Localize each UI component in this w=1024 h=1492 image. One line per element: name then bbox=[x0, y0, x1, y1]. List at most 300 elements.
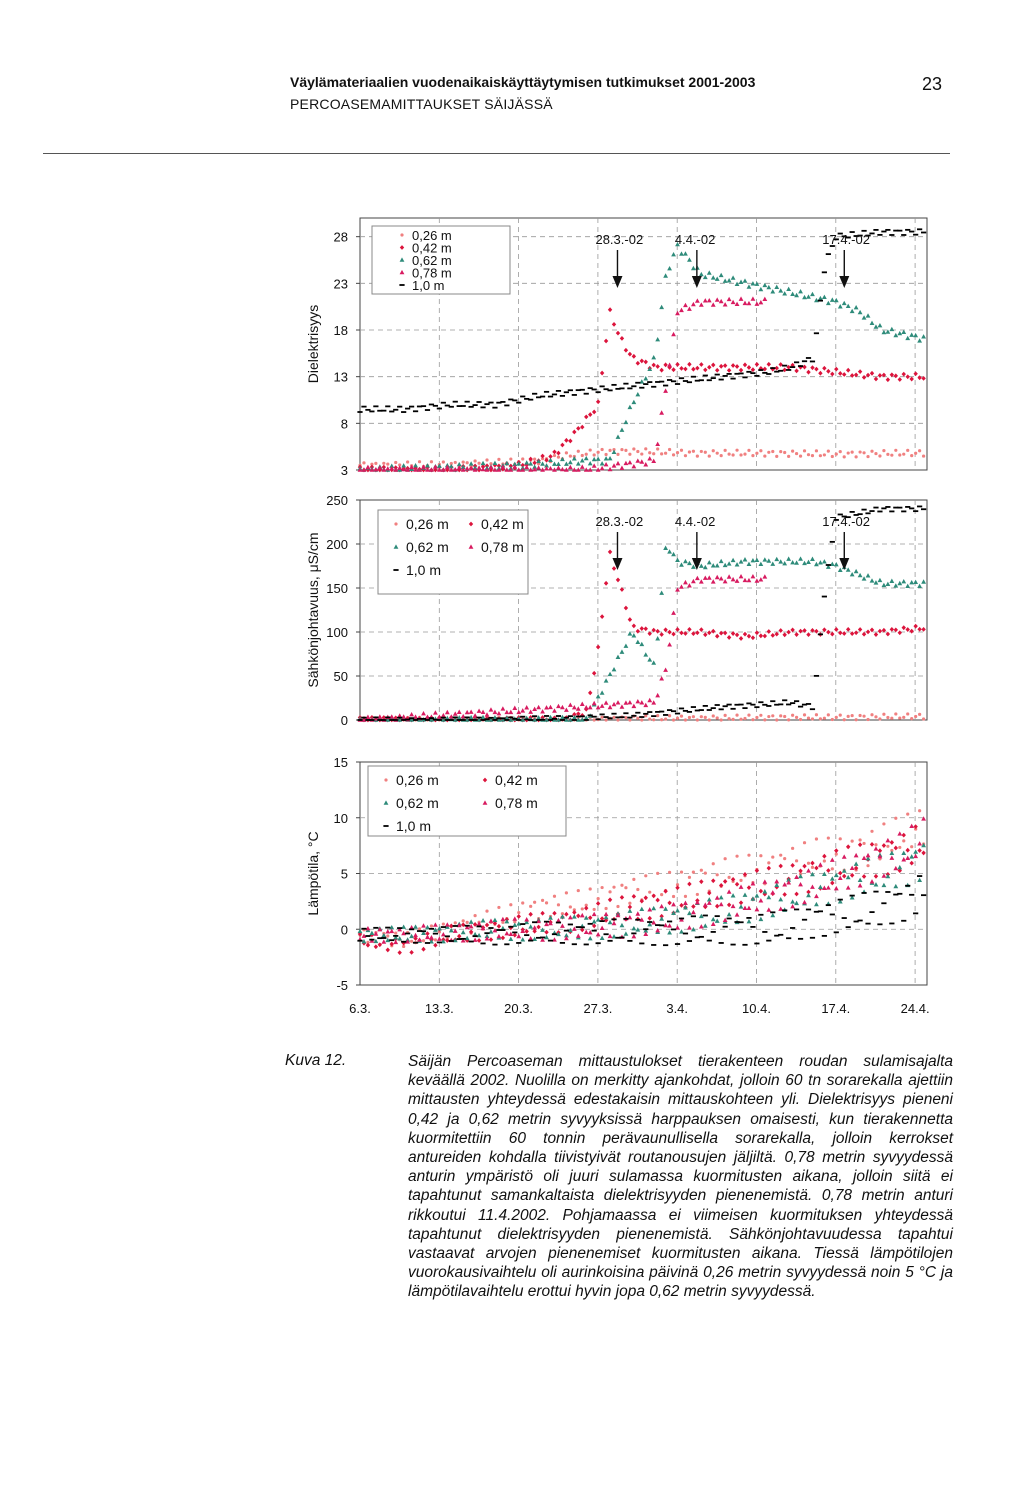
data-point bbox=[600, 371, 604, 376]
data-point bbox=[835, 453, 838, 456]
y-tick-label: 23 bbox=[333, 276, 348, 292]
data-point bbox=[564, 461, 569, 465]
data-point bbox=[798, 706, 803, 708]
data-point bbox=[369, 939, 374, 941]
data-point bbox=[691, 376, 696, 378]
data-point bbox=[667, 642, 672, 646]
data-point bbox=[695, 298, 700, 302]
data-point bbox=[429, 928, 434, 930]
data-point bbox=[894, 817, 897, 820]
data-point bbox=[442, 922, 445, 925]
data-point bbox=[715, 904, 719, 909]
data-point bbox=[858, 838, 861, 841]
data-point bbox=[831, 455, 834, 458]
data-point bbox=[893, 866, 898, 870]
data-point bbox=[770, 561, 775, 565]
data-point bbox=[778, 897, 783, 901]
data-point bbox=[381, 939, 386, 943]
data-point bbox=[485, 936, 490, 940]
data-point bbox=[743, 906, 748, 910]
data-point bbox=[667, 923, 672, 927]
data-point bbox=[588, 923, 593, 925]
data-point bbox=[480, 406, 485, 408]
data-point bbox=[529, 905, 532, 908]
data-point bbox=[644, 447, 647, 450]
data-point bbox=[663, 362, 667, 367]
y-axis-label: Sähkönjohtavuus, μS/cm bbox=[305, 532, 321, 688]
legend-label: 0,62 m bbox=[412, 253, 452, 268]
data-point bbox=[528, 924, 533, 928]
data-point bbox=[758, 300, 763, 304]
data-point bbox=[497, 711, 502, 715]
data-point bbox=[524, 917, 529, 921]
series-062m bbox=[358, 843, 926, 944]
data-point bbox=[528, 710, 533, 714]
data-point bbox=[568, 389, 573, 391]
data-point bbox=[397, 465, 402, 469]
data-point bbox=[906, 848, 910, 853]
data-point bbox=[770, 913, 775, 917]
data-point bbox=[842, 372, 846, 377]
data-point bbox=[779, 864, 783, 869]
data-point bbox=[707, 630, 711, 635]
data-point bbox=[612, 886, 615, 889]
event-annotation: 4.4.-02 bbox=[674, 514, 716, 529]
data-point bbox=[882, 873, 887, 877]
data-point bbox=[874, 715, 877, 718]
data-point bbox=[683, 303, 688, 307]
data-point bbox=[786, 287, 791, 291]
data-point bbox=[830, 857, 835, 861]
data-point bbox=[715, 374, 720, 376]
data-point bbox=[668, 871, 671, 874]
data-point bbox=[830, 881, 834, 886]
data-point bbox=[659, 381, 664, 383]
data-point bbox=[462, 919, 465, 922]
data-point bbox=[823, 717, 826, 720]
data-point bbox=[619, 387, 624, 389]
data-point bbox=[413, 933, 418, 937]
data-point bbox=[663, 944, 668, 946]
data-point bbox=[500, 717, 505, 719]
data-point bbox=[405, 408, 410, 410]
data-point bbox=[750, 926, 755, 928]
data-point bbox=[667, 900, 671, 905]
data-point bbox=[735, 302, 740, 306]
data-point bbox=[902, 453, 905, 456]
data-point bbox=[826, 253, 831, 255]
data-point bbox=[854, 861, 859, 865]
data-point bbox=[370, 931, 375, 935]
data-point bbox=[889, 856, 894, 860]
data-point bbox=[731, 558, 736, 562]
data-point bbox=[520, 396, 525, 398]
data-point bbox=[600, 713, 605, 715]
data-point bbox=[576, 461, 581, 465]
data-point bbox=[675, 713, 680, 715]
y-tick-label: 10 bbox=[333, 810, 348, 826]
data-point bbox=[691, 910, 696, 914]
data-point bbox=[560, 395, 565, 397]
data-point bbox=[556, 462, 561, 466]
data-point bbox=[885, 891, 890, 893]
data-point bbox=[893, 884, 898, 888]
data-point bbox=[918, 449, 921, 452]
data-point bbox=[914, 452, 917, 455]
data-point bbox=[532, 921, 537, 923]
data-point bbox=[889, 851, 894, 855]
data-point bbox=[703, 575, 708, 579]
data-point bbox=[607, 717, 612, 719]
data-point bbox=[696, 893, 699, 896]
data-point bbox=[660, 893, 663, 896]
data-point bbox=[882, 330, 887, 334]
data-point bbox=[560, 467, 565, 471]
data-point bbox=[759, 854, 762, 857]
data-point bbox=[775, 632, 779, 637]
data-point bbox=[898, 846, 901, 849]
data-point bbox=[814, 332, 819, 334]
data-point bbox=[651, 355, 656, 359]
data-point bbox=[754, 375, 759, 377]
data-point bbox=[798, 868, 802, 873]
data-point bbox=[623, 712, 628, 714]
data-point bbox=[616, 434, 621, 438]
data-point bbox=[680, 449, 683, 452]
data-point bbox=[870, 578, 875, 582]
data-point bbox=[500, 706, 505, 710]
data-point bbox=[775, 718, 778, 721]
data-point bbox=[445, 922, 450, 926]
data-point bbox=[580, 389, 585, 391]
data-point bbox=[727, 912, 732, 916]
data-point bbox=[624, 931, 629, 935]
data-point bbox=[901, 511, 906, 513]
data-point bbox=[675, 383, 680, 385]
data-point bbox=[386, 463, 389, 466]
data-point bbox=[889, 923, 894, 925]
data-point bbox=[846, 304, 851, 308]
data-point bbox=[790, 927, 795, 929]
y-tick-label: 18 bbox=[333, 323, 348, 338]
data-point bbox=[385, 927, 390, 929]
data-point bbox=[692, 450, 695, 453]
data-point bbox=[477, 708, 482, 712]
data-point bbox=[668, 448, 671, 451]
data-point bbox=[449, 928, 454, 932]
data-point bbox=[577, 889, 580, 892]
data-point bbox=[901, 857, 906, 861]
data-point bbox=[361, 406, 366, 408]
data-point bbox=[553, 895, 556, 898]
data-point bbox=[850, 511, 855, 513]
data-point bbox=[568, 915, 573, 919]
data-point bbox=[763, 718, 766, 721]
data-point bbox=[795, 716, 798, 719]
data-point bbox=[719, 942, 724, 944]
data-point bbox=[890, 717, 893, 720]
data-point bbox=[909, 231, 914, 233]
data-point bbox=[572, 914, 577, 918]
data-point bbox=[421, 930, 426, 932]
data-point bbox=[512, 916, 517, 920]
data-point bbox=[719, 299, 724, 303]
data-point bbox=[847, 451, 850, 454]
data-point bbox=[758, 914, 763, 916]
data-point bbox=[612, 463, 617, 467]
data-point bbox=[905, 856, 910, 860]
data-point bbox=[592, 457, 597, 461]
data-point bbox=[577, 450, 580, 453]
data-point bbox=[687, 940, 692, 942]
data-point bbox=[738, 373, 743, 375]
y-axis-label: Dielektrisyys bbox=[305, 304, 321, 384]
data-point bbox=[735, 912, 740, 916]
data-point bbox=[382, 462, 385, 465]
data-point bbox=[814, 675, 819, 677]
data-point bbox=[488, 927, 493, 929]
data-point bbox=[679, 631, 683, 636]
data-point bbox=[389, 411, 394, 413]
data-point bbox=[711, 563, 716, 567]
data-point bbox=[659, 590, 664, 594]
data-point bbox=[536, 465, 541, 469]
data-point bbox=[711, 302, 716, 306]
data-point bbox=[715, 575, 720, 579]
data-point bbox=[616, 461, 621, 465]
data-point bbox=[743, 362, 747, 367]
data-point bbox=[862, 451, 865, 454]
data-point bbox=[568, 703, 573, 707]
data-point bbox=[601, 716, 604, 719]
data-point bbox=[385, 929, 390, 933]
data-point bbox=[857, 920, 862, 922]
data-point bbox=[397, 717, 402, 719]
data-point bbox=[838, 871, 842, 876]
data-point bbox=[552, 449, 556, 454]
data-point bbox=[878, 323, 883, 327]
data-point bbox=[699, 302, 704, 306]
data-point bbox=[564, 912, 568, 917]
data-point bbox=[719, 364, 723, 369]
data-point bbox=[806, 868, 811, 872]
data-point bbox=[679, 308, 684, 312]
data-point bbox=[413, 924, 418, 928]
data-point bbox=[437, 936, 442, 940]
data-point bbox=[687, 381, 692, 383]
data-point bbox=[838, 304, 843, 308]
data-point bbox=[818, 296, 823, 300]
data-point bbox=[604, 581, 608, 586]
data-point bbox=[624, 700, 629, 704]
chart-panel-2 bbox=[305, 493, 927, 728]
data-point bbox=[881, 231, 886, 233]
data-point bbox=[838, 876, 843, 880]
data-point bbox=[544, 705, 549, 709]
data-point bbox=[688, 450, 691, 453]
data-point bbox=[564, 930, 569, 932]
data-point bbox=[601, 448, 604, 451]
data-point bbox=[854, 853, 859, 857]
data-point bbox=[691, 302, 696, 306]
data-point bbox=[770, 289, 775, 293]
data-point bbox=[758, 562, 763, 566]
event-annotation: 17.4.-02 bbox=[822, 232, 870, 247]
data-point bbox=[815, 713, 818, 716]
data-point bbox=[557, 456, 560, 459]
data-point bbox=[755, 907, 760, 911]
data-point bbox=[779, 628, 783, 633]
data-point bbox=[862, 715, 865, 718]
data-point bbox=[687, 561, 692, 565]
data-point bbox=[886, 716, 889, 719]
data-point bbox=[739, 280, 744, 284]
data-point bbox=[894, 846, 898, 851]
data-point bbox=[909, 629, 913, 634]
data-point bbox=[798, 629, 802, 634]
data-point bbox=[755, 893, 760, 897]
data-point bbox=[409, 712, 414, 716]
data-point bbox=[798, 882, 803, 886]
data-point bbox=[798, 289, 803, 293]
data-point bbox=[568, 924, 573, 926]
data-point bbox=[839, 837, 842, 840]
data-point bbox=[572, 456, 577, 460]
data-point bbox=[711, 579, 716, 583]
data-point bbox=[684, 454, 687, 457]
data-point bbox=[758, 287, 763, 291]
data-point bbox=[628, 352, 632, 357]
data-point bbox=[703, 915, 708, 917]
data-point bbox=[703, 923, 708, 927]
data-point bbox=[528, 457, 532, 462]
data-point bbox=[906, 449, 909, 452]
data-point bbox=[858, 842, 862, 847]
data-point bbox=[723, 705, 728, 707]
data-point bbox=[655, 629, 659, 634]
data-point bbox=[723, 631, 727, 636]
data-point bbox=[667, 362, 672, 366]
data-point bbox=[767, 362, 771, 367]
data-point bbox=[675, 362, 679, 367]
data-point bbox=[409, 406, 414, 408]
data-point bbox=[659, 632, 663, 637]
data-point bbox=[922, 454, 925, 457]
data-point bbox=[715, 634, 719, 639]
data-point bbox=[747, 885, 751, 890]
data-point bbox=[687, 257, 692, 261]
data-point bbox=[624, 644, 629, 648]
data-point bbox=[707, 365, 711, 370]
data-point bbox=[735, 855, 738, 858]
data-point bbox=[814, 902, 819, 906]
data-point bbox=[711, 707, 716, 709]
data-point bbox=[504, 710, 509, 714]
data-point bbox=[719, 883, 723, 888]
data-point bbox=[810, 861, 814, 866]
data-point bbox=[608, 550, 612, 555]
data-point bbox=[441, 717, 446, 719]
data-point bbox=[596, 705, 601, 709]
data-point bbox=[806, 909, 811, 911]
x-tick-label: 13.3. bbox=[424, 1001, 454, 1016]
data-point bbox=[827, 836, 830, 839]
data-point bbox=[481, 467, 486, 471]
data-point bbox=[620, 884, 623, 887]
data-point bbox=[516, 934, 521, 938]
legend-label: 0,78 m bbox=[495, 795, 538, 811]
data-point bbox=[544, 715, 549, 717]
data-point bbox=[500, 401, 505, 403]
data-point bbox=[823, 453, 826, 456]
data-point bbox=[417, 937, 422, 941]
data-point bbox=[847, 715, 850, 718]
data-point bbox=[755, 452, 758, 455]
data-point bbox=[680, 870, 683, 873]
data-point bbox=[671, 902, 676, 906]
data-point bbox=[826, 904, 831, 906]
data-point bbox=[596, 456, 601, 460]
data-point bbox=[739, 296, 744, 300]
data-point bbox=[866, 853, 871, 857]
data-point bbox=[707, 940, 712, 942]
data-point bbox=[627, 909, 632, 913]
data-point bbox=[635, 382, 640, 384]
data-point bbox=[719, 895, 724, 899]
data-point bbox=[913, 824, 917, 829]
data-point bbox=[366, 465, 371, 469]
data-point bbox=[917, 627, 921, 632]
data-point bbox=[755, 558, 760, 562]
data-point bbox=[850, 895, 855, 897]
report-subtitle: PERCOASEMAMITTAUKSET SÄIJÄSSÄ bbox=[290, 96, 553, 112]
data-point bbox=[779, 854, 782, 857]
data-point bbox=[604, 462, 609, 466]
data-point bbox=[374, 944, 378, 949]
data-point bbox=[730, 708, 735, 710]
data-point bbox=[635, 640, 640, 644]
x-tick-label: 10.4. bbox=[742, 1001, 771, 1016]
data-point bbox=[612, 667, 617, 671]
data-point bbox=[902, 372, 906, 377]
data-point bbox=[430, 460, 433, 463]
data-point bbox=[790, 366, 795, 368]
data-point bbox=[771, 855, 774, 858]
data-point bbox=[679, 377, 684, 379]
event-annotation: 28.3.-02 bbox=[595, 514, 644, 529]
data-point bbox=[611, 384, 616, 386]
data-point bbox=[580, 464, 585, 468]
data-point bbox=[528, 940, 533, 942]
data-point bbox=[724, 857, 727, 860]
data-point bbox=[730, 944, 735, 946]
data-point bbox=[806, 632, 810, 637]
data-point bbox=[628, 617, 632, 622]
data-point bbox=[466, 461, 469, 464]
data-point bbox=[576, 711, 580, 716]
data-point bbox=[572, 394, 577, 396]
data-point bbox=[799, 718, 802, 721]
data-point bbox=[584, 930, 589, 934]
data-point bbox=[620, 448, 623, 451]
data-point bbox=[794, 909, 799, 911]
data-point bbox=[465, 925, 470, 927]
data-point bbox=[766, 373, 771, 375]
data-point bbox=[627, 405, 632, 409]
data-point bbox=[628, 718, 631, 721]
data-point bbox=[497, 924, 501, 929]
data-point bbox=[548, 466, 553, 470]
